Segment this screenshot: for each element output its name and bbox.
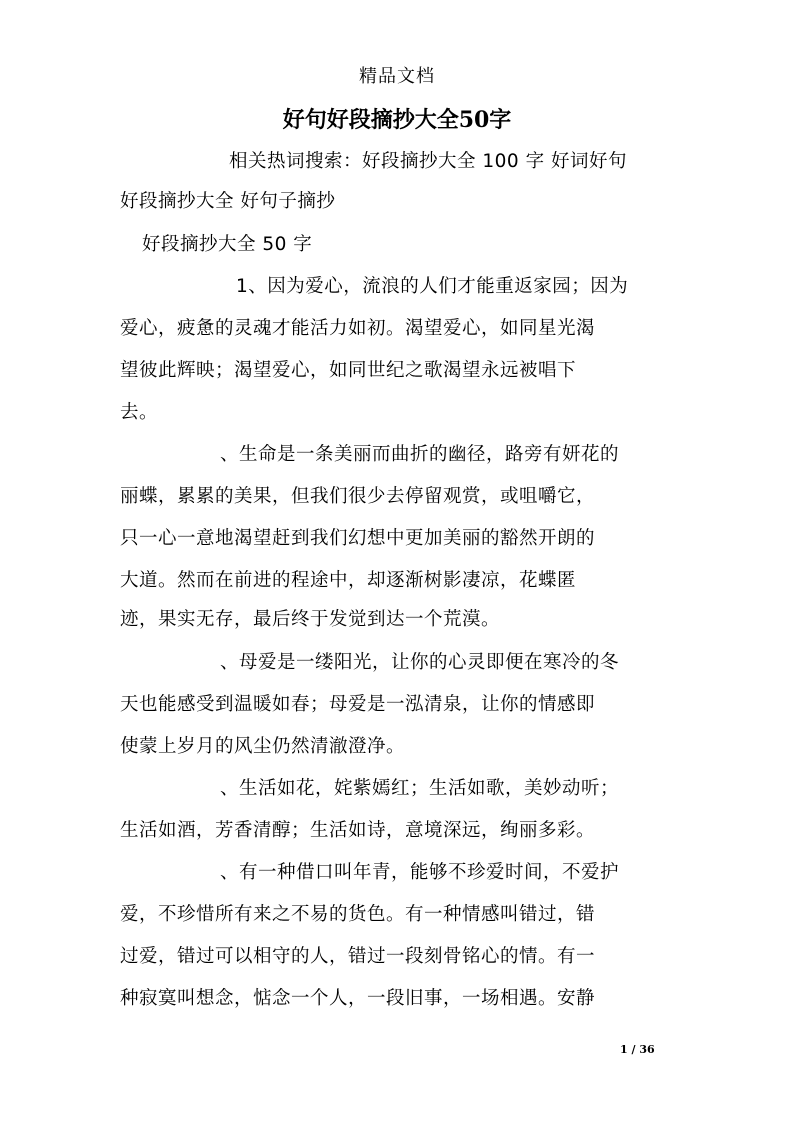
paragraph-2-line-3: 只一心一意地渴望赶到我们幻想中更加美丽的豁然开朗的 xyxy=(120,528,596,549)
document-title: 好句好段摘抄大全50字 xyxy=(282,107,512,133)
paragraph-4-line-1: 、生活如花，姹紫嫣红；生活如歌，美妙动听； xyxy=(220,778,620,799)
related-keywords-line-2: 好段摘抄大全 好句子摘抄 xyxy=(120,191,336,212)
paragraph-5-line-3: 过爱，错过可以相守的人，错过一段刻骨铭心的情。有一 xyxy=(120,946,596,967)
paragraph-1-line-2: 爱心，疲惫的灵魂才能活力如初。渴望爱心，如同星光渴 xyxy=(120,318,596,339)
related-keywords-line-1: 相关热词搜索：好段摘抄大全 100 字 好词好句 xyxy=(229,151,627,172)
paragraph-5-line-4: 种寂寞叫想念，惦念一个人，一段旧事，一场相遇。安静 xyxy=(120,988,596,1009)
paragraph-1-line-4: 去。 xyxy=(120,402,159,423)
section-heading: 好段摘抄大全 50 字 xyxy=(142,234,313,255)
paragraph-1-line-1: 1、因为爱心，流浪的人们才能重返家园；因为 xyxy=(236,276,629,297)
paragraph-2-line-2: 丽蝶，累累的美果，但我们很少去停留观赏，或咀嚼它， xyxy=(120,486,596,507)
paragraph-5-line-2: 爱，不珍惜所有来之不易的货色。有一种情感叫错过，错 xyxy=(120,904,596,925)
document-header: 精品文档 xyxy=(359,66,435,87)
paragraph-2-line-5: 迹，果实无存，最后终于发觉到达一个荒漠。 xyxy=(120,609,501,630)
paragraph-5-line-1: 、有一种借口叫年青，能够不珍爱时间，不爱护 xyxy=(220,862,620,883)
paragraph-2-line-1: 、生命是一条美丽而曲折的幽径，路旁有妍花的 xyxy=(220,444,620,465)
paragraph-3-line-3: 使蒙上岁月的风尘仍然清澈澄净。 xyxy=(120,736,406,757)
page-number: 1 / 36 xyxy=(620,1043,655,1056)
paragraph-3-line-2: 天也能感受到温暖如春；母爱是一泓清泉，让你的情感即 xyxy=(120,694,596,715)
paragraph-2-line-4: 大道。然而在前进的程途中，却逐渐树影凄凉，花蝶匿 xyxy=(120,570,577,591)
paragraph-3-line-1: 、母爱是一缕阳光，让你的心灵即便在寒冷的冬 xyxy=(220,652,620,673)
paragraph-4-line-2: 生活如酒，芳香清醇；生活如诗，意境深远，绚丽多彩。 xyxy=(120,820,596,841)
paragraph-1-line-3: 望彼此辉映；渴望爱心，如同世纪之歌渴望永远被唱下 xyxy=(120,360,577,381)
